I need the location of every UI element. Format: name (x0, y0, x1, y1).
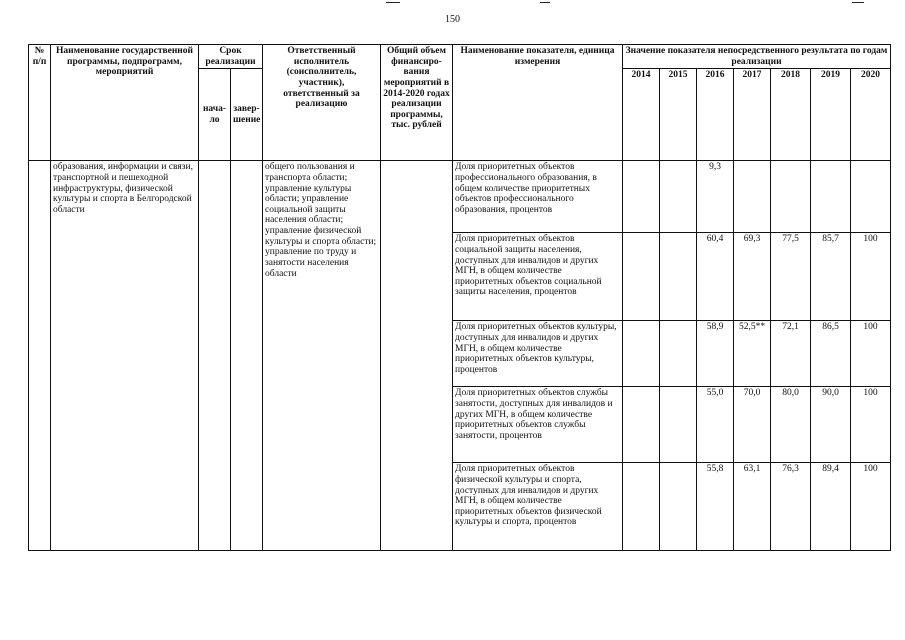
header-executor: Ответственный исполнитель (соисполнитель, участник), ответственный за реализацию (263, 45, 381, 161)
header-period: Срок реализации (199, 45, 263, 69)
year-2018: 2018 (771, 69, 811, 161)
start-cell (199, 161, 231, 551)
value-cell: 77,5 (771, 233, 811, 321)
value-cell: 86,5 (811, 321, 851, 387)
table-row (29, 161, 891, 233)
value-cell (660, 387, 697, 463)
program-name: образования, информации и связи, транспортной и пешеходной инфраструктуры, физической культуры и спорта в Белгородской области (51, 161, 199, 551)
value-cell: 58,9 (697, 321, 734, 387)
year-2016: 2016 (697, 69, 734, 161)
value-cell: 90,0 (811, 387, 851, 463)
value-cell: 100 (851, 387, 891, 463)
value-cell (623, 321, 660, 387)
value-cell: 70,0 (734, 387, 771, 463)
value-cell: 100 (851, 321, 891, 387)
header-name: Наименование государственной программы, подпрограмм, мероприятий (51, 45, 199, 161)
value-cell: 100 (851, 463, 891, 551)
scan-mark (386, 2, 400, 3)
indicator-name: Доля приоритетных объектов профессионального образования, в общем количестве приоритетных объектов профессионального образования, процентов (453, 161, 623, 233)
value-cell: 60,4 (697, 233, 734, 321)
header-row-1 (29, 45, 891, 69)
year-2019: 2019 (811, 69, 851, 161)
value-cell: 52,5** (734, 321, 771, 387)
header-funding: Общий объем финансиро-вания мероприятий в 2014-2020 годах реализации программы, тыс. рублей (381, 45, 453, 161)
indicator-name: Доля приоритетных объектов культуры, доступных для инвалидов и других МГН, в общем количестве приоритетных объектов культуры, процентов (453, 321, 623, 387)
value-cell: 9,3 (697, 161, 734, 233)
value-cell (734, 161, 771, 233)
value-cell (660, 161, 697, 233)
year-2017: 2017 (734, 69, 771, 161)
value-cell: 55,8 (697, 463, 734, 551)
indicator-name: Доля приоритетных объектов службы занятости, доступных для инвалидов и других МГН, в общем количестве приоритетных объектов службы занятости, процентов (453, 387, 623, 463)
header-values-title: Значение показателя непосредственного результата по годам реализации (623, 45, 891, 69)
year-2015: 2015 (660, 69, 697, 161)
funding-cell (381, 161, 453, 551)
value-cell (811, 161, 851, 233)
value-cell (660, 321, 697, 387)
row-no-cell (29, 161, 51, 551)
value-cell (623, 387, 660, 463)
value-cell (623, 161, 660, 233)
year-2014: 2014 (623, 69, 660, 161)
value-cell: 63,1 (734, 463, 771, 551)
value-cell (660, 233, 697, 321)
header-end: завер-шение (231, 69, 263, 161)
value-cell: 55,0 (697, 387, 734, 463)
indicator-name: Доля приоритетных объектов физической культуры и спорта, доступных для инвалидов и других МГН, в общем количестве приоритетных объектов физической культуры и спорта, процентов (453, 463, 623, 551)
header-start: нача-ло (199, 69, 231, 161)
value-cell (660, 463, 697, 551)
value-cell (771, 161, 811, 233)
value-cell: 80,0 (771, 387, 811, 463)
header-no: № п/п (29, 45, 51, 161)
page-number: 150 (445, 14, 460, 25)
header-indicator: Наименование показателя, единица измерения (453, 45, 623, 161)
value-cell: 85,7 (811, 233, 851, 321)
end-cell (231, 161, 263, 551)
value-cell: 100 (851, 233, 891, 321)
value-cell (851, 161, 891, 233)
value-cell: 89,4 (811, 463, 851, 551)
value-cell: 76,3 (771, 463, 811, 551)
value-cell: 69,3 (734, 233, 771, 321)
year-2020: 2020 (851, 69, 891, 161)
scan-mark (852, 2, 864, 3)
value-cell: 72,1 (771, 321, 811, 387)
value-cell (623, 463, 660, 551)
results-table (28, 44, 891, 551)
scan-mark (540, 2, 550, 3)
value-cell (623, 233, 660, 321)
indicator-name: Доля приоритетных объектов социальной защиты населения, доступных для инвалидов и других МГН, в общем количестве приоритетных объектов социальной защиты населения, процентов (453, 233, 623, 321)
executor-text: общего пользования и транспорта области; управление культуры области; управление социальной защиты населения области; управление физической культуры и спорта области; управление по труду и занятости населения области (263, 161, 381, 551)
